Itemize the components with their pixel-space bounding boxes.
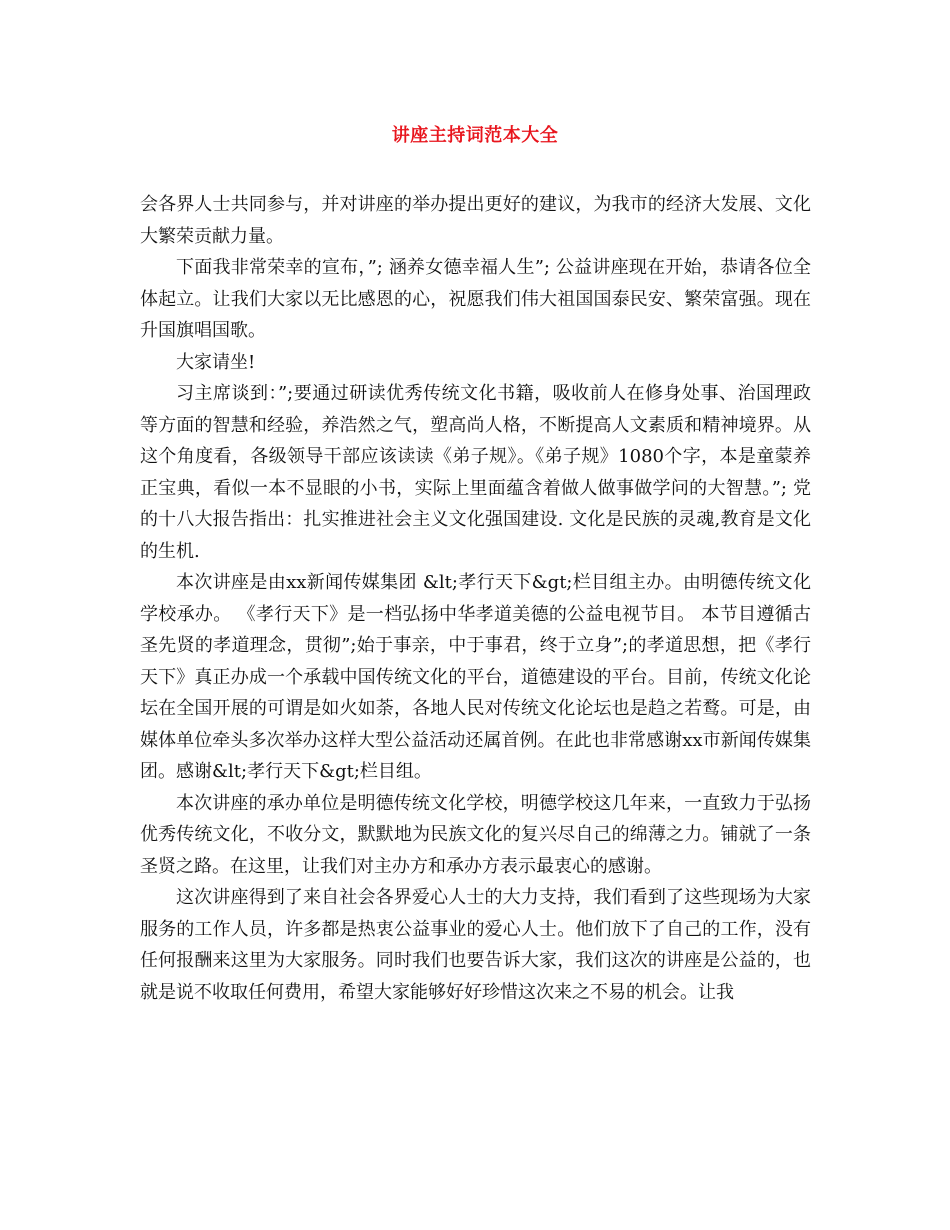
paragraph: 这次讲座得到了来自社会各界爱心人士的大力支持，我们看到了这些现场为大家服务的工作人员，许多都是热衷公益事业的爱心人士。他们放下了自己的工作，没有任何报酬来这里为大家服务。同时我们也要告诉大家，我们这次的讲座是公益的，也就是说不收取任何费用，希望大家能够好好珍惜这次来之不易的机会。让我: [140, 887, 811, 1003]
document-body: [140, 189, 811, 1008]
paragraph: 本次讲座的承办单位是明德传统文化学校，明德学校这几年来，一直致力于弘扬优秀传统文化，不收分文，默默地为民族文化的复兴尽自己的绵薄之力。铺就了一条圣贤之路。在这里，让我们对主办方和承办方表示最衷心的感谢。: [140, 792, 811, 877]
paragraph: 会各界人士共同参与，并对讲座的举办提出更好的建议，为我市的经济大发展、文化大繁荣贡献力量。: [140, 194, 811, 247]
paragraph: 大家请坐!: [176, 351, 256, 373]
paragraph: 下面我非常荣幸的宣布，”; 涵养女德幸福人生”; 公益讲座现在开始，恭请各位全体起立。让我们大家以无比感恩的心，祝愿我们伟大祖国国泰民安、繁荣富强。现在升国旗唱国歌。: [140, 257, 811, 341]
paragraph: 习主席谈到：”;要通过研读优秀传统文化书籍，吸收前人在修身处事、治国理政等方面的智慧和经验，养浩然之气，塑高尚人格，不断提高人文素质和精神境界。从这个角度看，各级领导干部应该读读《弟子规》。《弟子规》1080个字，本是童蒙养正宝典，看似一本不显眼的小书，实际上里面蕴含着做人做事做学问的大智慧。”; 党的十八大报告指出：扎实推进社会主义文化强国建设. 文化是民族的灵魂,教育是文化的生机.: [140, 383, 811, 562]
document-title: 讲座主持词范本大全: [391, 125, 559, 146]
paragraph: 本次讲座是由xx新闻传媒集团 &lt;孝行天下&gt;栏目组主办。由明德传统文化学校承办。 《孝行天下》是一档弘扬中华孝道美德的公益电视节目。 本节目遵循古圣先贤的孝道理念，贯彻”;始于事亲，中于事君，终于立身”;的孝道思想，把《孝行天下》真正办成一个承载中国传统文化的平台，道德建设的平台。目前，传统文化论坛在全国开展的可谓是如火如荼，各地人民对传统文化论坛也是趋之若鹜。可是，由媒体单位牵头多次举办这样大型公益活动还属首例。在此也非常感谢xx市新闻传媒集团。感谢&lt;孝行天下&gt;栏目组。: [140, 572, 811, 782]
